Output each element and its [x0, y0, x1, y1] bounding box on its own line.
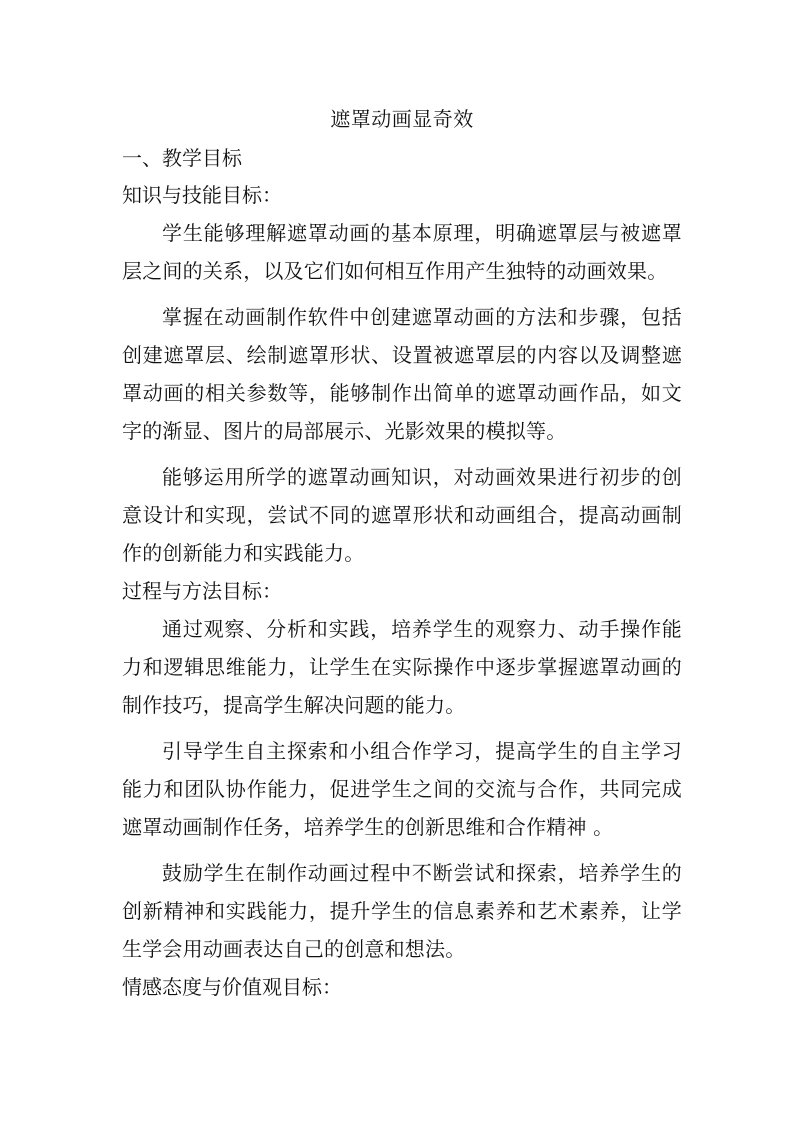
- paragraph-spacer: [122, 290, 682, 298]
- paragraph-process-2: 引导学生自主探索和小组合作学习，提高学生的自主学习能力和团队协作能力，促进学生之间的交流与合作，共同完成遮罩动画制作任务，培养学生的创新思维和合作精神 。: [122, 739, 682, 839]
- subheading-knowledge-skills: 知识与技能目标：: [122, 183, 282, 207]
- paragraph-knowledge-3: 能够运用所学的遮罩动画知识，对动画效果进行初步的创意设计和实现，尝试不同的遮罩形状和动画组合，提高动画制作的创新能力和实践能力。: [122, 465, 682, 565]
- subheading-emotion-values: 情感态度与价值观目标：: [122, 975, 342, 999]
- paragraph-spacer: [122, 846, 682, 854]
- paragraph-process-3: 鼓励学生在制作动画过程中不断尝试和探索，培养学生的创新精神和实践能力，提升学生的信息素养和艺术素养，让学生学会用动画表达自己的创意和想法。: [122, 861, 682, 961]
- document-body: [122, 104, 682, 1006]
- paragraph-knowledge-1: 学生能够理解遮罩动画的基本原理，明确遮罩层与被遮罩层之间的关系，以及它们如何相互作用产生独特的动画效果。: [122, 221, 682, 283]
- paragraph-spacer: [122, 450, 682, 458]
- subheading-process-methods: 过程与方法目标：: [122, 579, 282, 603]
- paragraph-spacer: [122, 724, 682, 732]
- document-title: 遮罩动画显奇效: [330, 107, 474, 131]
- paragraph-process-1: 通过观察、分析和实践，培养学生的观察力、动手操作能力和逻辑思维能力，让学生在实际操作中逐步掌握遮罩动画的制作技巧，提高学生解决问题的能力。: [122, 617, 682, 717]
- section-heading-teaching-goals: 一、教学目标: [122, 146, 242, 170]
- paragraph-knowledge-2: 掌握在动画制作软件中创建遮罩动画的方法和步骤，包括创建遮罩层、绘制遮罩形状、设置被遮罩层的内容以及调整遮罩动画的相关参数等，能够制作出简单的遮罩动画作品，如文字的渐显、图片的局部展示、光影效果的模拟等。: [122, 305, 682, 443]
